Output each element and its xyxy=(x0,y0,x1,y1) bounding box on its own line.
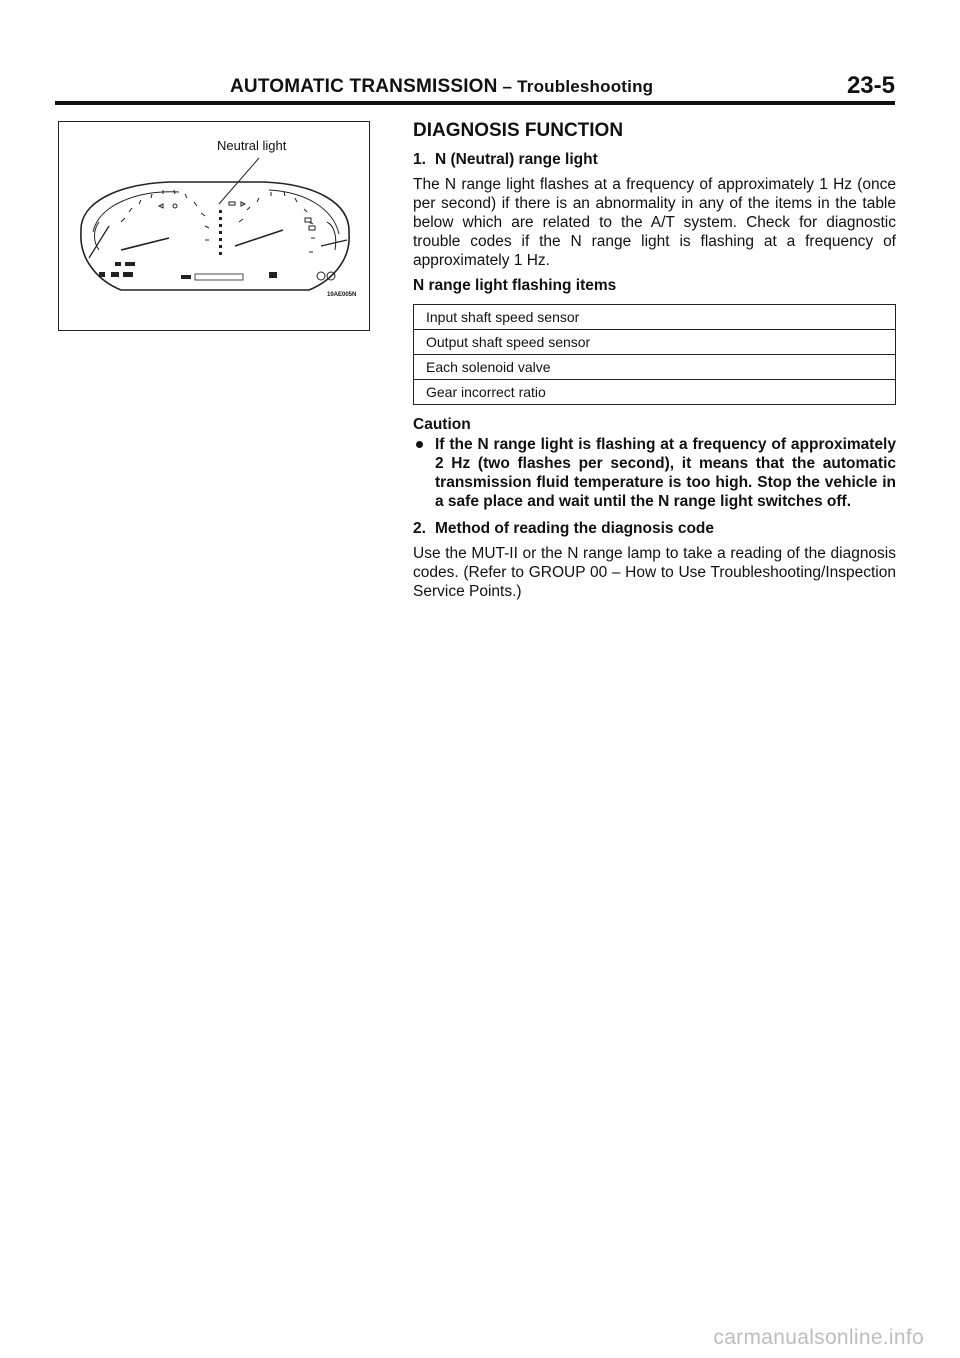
section-heading: DIAGNOSIS FUNCTION xyxy=(413,120,624,141)
main-content xyxy=(413,118,896,601)
table-row xyxy=(414,355,896,380)
table-row xyxy=(414,305,896,330)
step-1-body: The N range light flashes at a frequency of approximately 1 Hz (once per second) if there is an abnormality in any of the items in the table below which are related to the A/T system. Check for diagnostic trouble codes if the N range light is flashing at a frequency of approximately 1 Hz. xyxy=(413,176,896,269)
table-row xyxy=(414,330,896,355)
instrument-cluster-figure xyxy=(58,121,370,331)
table-cell: Input shaft speed sensor xyxy=(414,305,896,330)
bullet-icon xyxy=(416,441,423,448)
table-title: N range light flashing items xyxy=(413,277,617,294)
step-2-number: 2. xyxy=(413,520,426,537)
table-row xyxy=(414,380,896,405)
table-cell: Gear incorrect ratio xyxy=(414,380,896,405)
caution-text: If the N range light is flashing at a frequency of approximately 2 Hz (two flashes per second), it means that the automatic transmission fluid temperature is too high. Stop the vehicle in a safe place and wait until the N range light switches off. xyxy=(435,436,896,510)
instrument-cluster-drawing xyxy=(59,122,371,332)
caution-item xyxy=(413,435,896,511)
title-separator: – xyxy=(497,77,518,96)
step-1-number: 1. xyxy=(413,151,426,168)
step-1-title xyxy=(413,150,896,170)
page-number: 23-5 xyxy=(846,72,895,99)
step-2-body: Use the MUT-II or the N range lamp to take a reading of the diagnosis codes. (Refer to GROUP 00 – How to Use Troubleshooting/Inspection Service Points.) xyxy=(413,545,896,600)
step-2-title-text: Method of reading the diagnosis code xyxy=(435,520,715,537)
title-subtitle: Troubleshooting xyxy=(517,77,654,96)
step-2-title xyxy=(413,519,896,539)
step-1-title-text: N (Neutral) range light xyxy=(435,151,598,168)
header-rule xyxy=(55,101,895,105)
figure-id: 10AE005N xyxy=(327,292,357,298)
page-title xyxy=(230,76,653,98)
table-cell: Each solenoid valve xyxy=(414,355,896,380)
title-main: AUTOMATIC TRANSMISSION xyxy=(230,76,498,97)
caution-heading: Caution xyxy=(413,416,471,433)
watermark: carmanualsonline.info xyxy=(713,1326,924,1349)
figure-callout: Neutral light xyxy=(217,138,287,153)
table-cell: Output shaft speed sensor xyxy=(414,330,896,355)
flashing-items-table xyxy=(413,304,896,405)
page-header xyxy=(55,70,895,106)
